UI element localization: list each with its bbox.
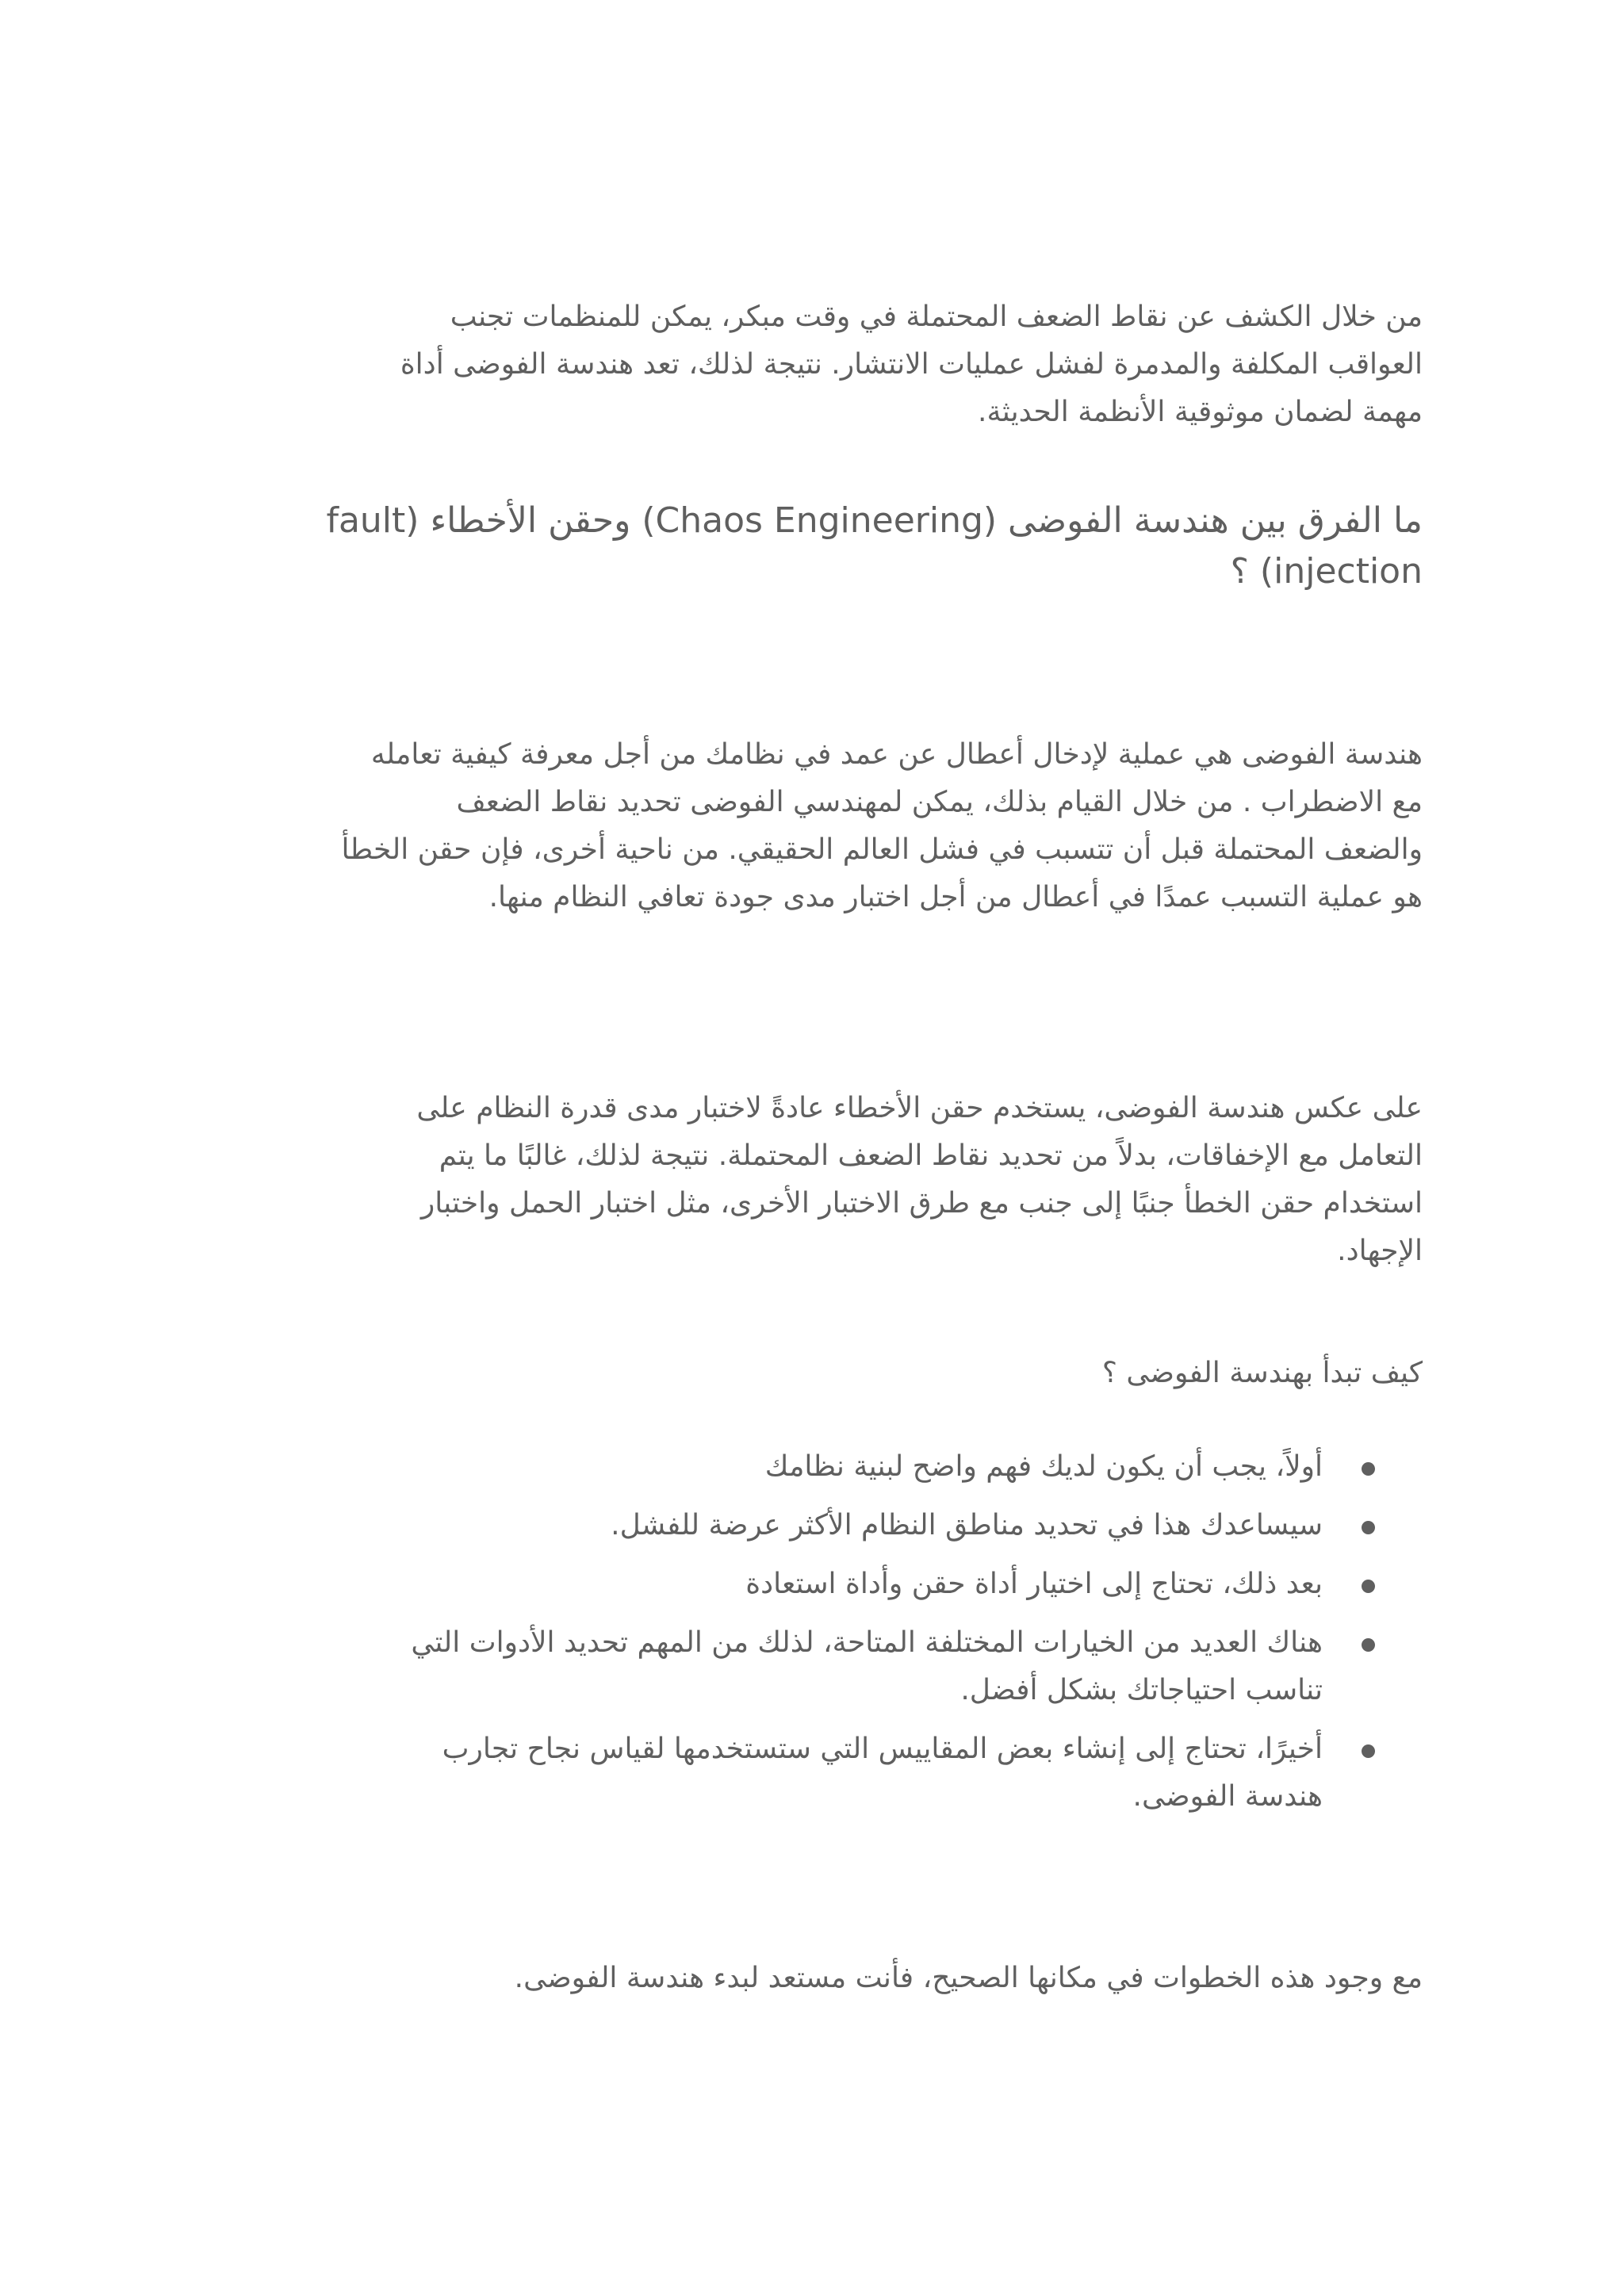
paragraph-line: من خلال الكشف عن نقاط الضعف المحتملة في وقت مبكر، يمكن للمنظمات تجنب	[450, 301, 1423, 333]
paragraph-line: على عكس هندسة الفوضى، يستخدم حقن الأخطاء عادةً لاختبار مدى قدرة النظام على	[416, 1092, 1423, 1124]
bullet-dot-icon	[1362, 1744, 1375, 1758]
list-item-text: هندسة الفوضى.	[1132, 1780, 1323, 1813]
paragraph-line: التعامل مع الإخفاقات، بدلاً من تحديد نقاط الضعف المحتملة. نتيجة لذلك، غالبًا ما يتم	[439, 1139, 1423, 1172]
paragraph-line: استخدام حقن الخطأ جنبًا إلى جنب مع طرق الاختبار الأخرى، مثل اختبار الحمل واختبار	[420, 1187, 1423, 1220]
section-heading-getting-started	[471, 1350, 1423, 1397]
paragraph-chaos-definition	[154, 731, 1423, 921]
list-item	[186, 1619, 1423, 1714]
list-item	[186, 1725, 1423, 1821]
paragraph-line: الإجهاد.	[1337, 1235, 1423, 1267]
heading-line: كيف تبدأ بهندسة الفوضى ؟	[1101, 1357, 1423, 1389]
section-heading-difference	[249, 496, 1423, 597]
list-item-text: سيساعدك هذا في تحديد مناطق النظام الأكثر عرضة للفشل.	[611, 1509, 1323, 1541]
list-item-text: تناسب احتياجاتك بشكل أفضل.	[960, 1674, 1323, 1706]
paragraph-line: مع الاضطراب . من خلال القيام بذلك، يمكن لمهندسي الفوضى تحديد نقاط الضعف	[456, 786, 1423, 818]
list-item	[186, 1502, 1423, 1549]
paragraph-line: والضعف المحتملة قبل أن تتسبب في فشل العالم الحقيقي. من ناحية أخرى، فإن حقن الخطأ	[341, 833, 1423, 866]
paragraph-fault-injection	[154, 1085, 1423, 1275]
bullet-dot-icon	[1362, 1580, 1375, 1593]
list-item-text: هناك العديد من الخيارات المختلفة المتاحة، لذلك من المهم تحديد الأدوات التي	[411, 1626, 1323, 1659]
list-item-text: بعد ذلك، تحتاج إلى اختيار أداة حقن وأداة استعادة	[745, 1568, 1323, 1600]
steps-list	[186, 1443, 1423, 1832]
paragraph-line: مع وجود هذه الخطوات في مكانها الصحيح، فأنت مستعد لبدء هندسة الفوضى.	[514, 1962, 1423, 1994]
paragraph-line: هندسة الفوضى هي عملية لإدخال أعطال عن عمد في نظامك من أجل معرفة كيفية تعامله	[370, 738, 1423, 771]
list-item-text: أخيرًا، تحتاج إلى إنشاء بعض المقاييس التي ستستخدمها لقياس نجاح تجارب	[442, 1733, 1323, 1765]
heading-line: injection) ؟	[1230, 551, 1423, 592]
paragraph-line: مهمة لضمان موثوقية الأنظمة الحديثة.	[978, 396, 1423, 428]
paragraph-closing	[233, 1955, 1423, 2002]
heading-line: ما الفرق بين هندسة الفوضى (Chaos Engineering) وحقن الأخطاء (fault	[326, 500, 1423, 541]
paragraph-line: العواقب المكلفة والمدمرة لفشل عمليات الانتشار. نتيجة لذلك، تعد هندسة الفوضى أداة	[400, 348, 1423, 381]
bullet-dot-icon	[1362, 1462, 1375, 1476]
list-item-text: أولاً، يجب أن يكون لديك فهم واضح لبنية نظامك	[764, 1450, 1323, 1483]
bullet-dot-icon	[1362, 1521, 1375, 1534]
list-item	[186, 1561, 1423, 1608]
bullet-dot-icon	[1362, 1638, 1375, 1652]
paragraph-line: هو عملية التسبب عمدًا في أعطال من أجل اختبار مدى جودة تعافي النظام منها.	[488, 881, 1423, 913]
paragraph-early-detection	[233, 293, 1423, 436]
list-item	[186, 1443, 1423, 1491]
